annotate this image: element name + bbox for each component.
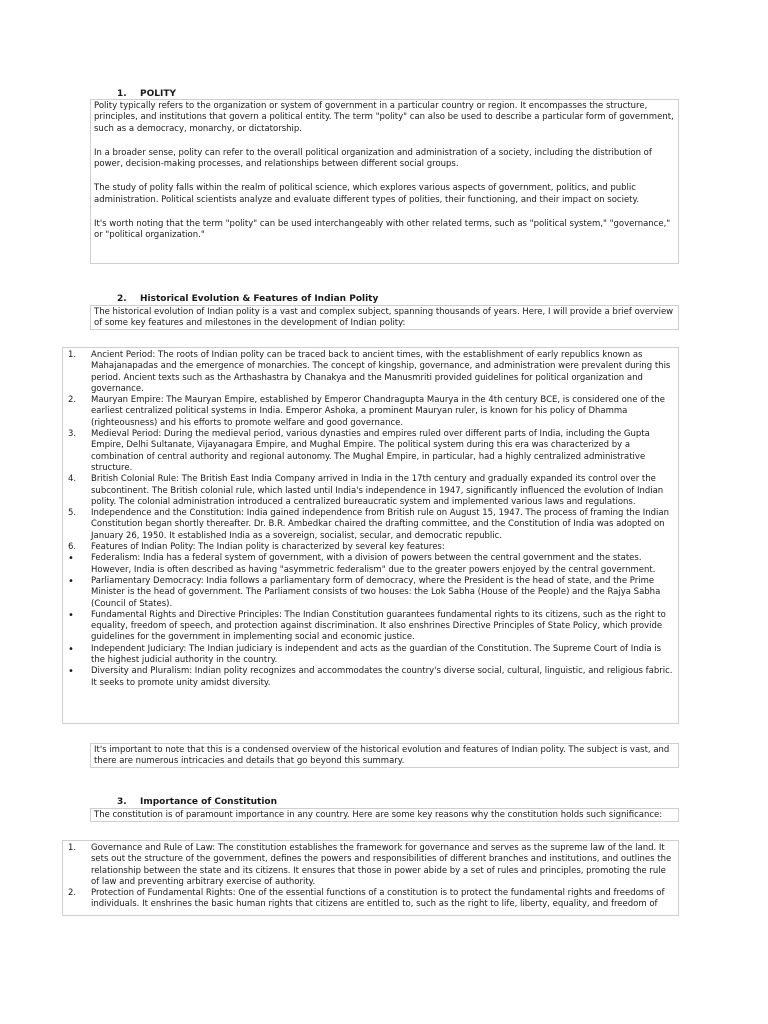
list-item-text: Mauryan Empire: The Mauryan Empire, established by Emperor Chandragupta Maurya in the 4th century BCE, is considered one of the earliest centralized political systems in India. Emperor Ashoka, a prominent Mauryan ruler, is known for his policy of Dhamma (righteousness) and his efforts to promote welfare and good governance. [91, 395, 665, 428]
list-marker: 6. [68, 542, 77, 553]
list-marker: 4. [68, 474, 77, 485]
section-3-list [62, 840, 679, 916]
list-item-text: Parliamentary Democracy: India follows a parliamentary form of democracy, where the President is the head of state, and the Prime Minister is the head of government. The Parliament consists of two houses: the Lok Sabha (House of the People) and the Rajya Sabha (Council of States). [91, 575, 661, 609]
list-item-text: Independent Judiciary: The Indian judiciary is independent and acts as the guardian of the Constitution. The Supreme Court of India is the highest judicial authority in the country. [91, 643, 662, 666]
section-title: Historical Evolution & Features of Indian Polity [140, 294, 379, 304]
section-2-list [62, 347, 679, 724]
list-item-text: Governance and Rule of Law: The constitution establishes the framework for governance and serves as the supreme law of the land. It sets out the structure of the government, defines the powers and responsibilities of different branches and institutions, and outlines the relationship between the state and its citizens. It ensures that those in power abide by a set of rules and principles, promoting the rule of law and preventing arbitrary exercise of authority. [91, 843, 672, 887]
section-number: 1. [117, 89, 127, 99]
bullet-marker: • [68, 666, 74, 678]
bullet-item [63, 644, 675, 667]
list-marker: 2. [68, 395, 77, 406]
list-item [63, 395, 675, 429]
list-marker: 2. [68, 888, 77, 899]
list-item-text: British Colonial Rule: The British East India Company arrived in India in the 17th century and gradually expanded its control over the subcontinent. The British colonial rule, which lasted until India's independence in 1947, significantly influenced the evolution of Indian polity. The colonial administration introduced a centralized bureaucratic system and implemented various laws and regulations. [91, 474, 664, 507]
paragraph: The constitution is of paramount importance in any country. Here are some key reasons why the constitution holds such significance: [94, 810, 663, 820]
bullet-marker: • [68, 575, 74, 587]
list-marker: 1. [68, 843, 77, 853]
list-marker: 5. [68, 508, 77, 519]
paragraph: The historical evolution of Indian polity is a vast and complex subject, spanning thousands of years. Here, I will provide a brief overview of some key features and milestones in the development of Indian polity: [94, 307, 674, 329]
bullet-item [63, 610, 675, 644]
section-3-intro [90, 808, 679, 822]
section-number: 2. [117, 294, 127, 304]
paragraph: In a broader sense, polity can refer to the overall political organization and administration of a society, including the distribution of power, decision-making processes, and relationships between different social groups. [94, 147, 652, 170]
section-1-body [90, 99, 679, 264]
bullet-marker: • [68, 643, 74, 655]
list-item-text: Features of Indian Polity: The Indian polity is characterized by several key features: [91, 542, 445, 553]
section-2-intro [90, 305, 679, 330]
paragraph: The study of polity falls within the realm of political science, which explores various aspects of government, politics, and public administration. Political scientists analyze and evaluate different types of polities, their functioning, and their impact on society. [94, 183, 640, 205]
list-item [63, 508, 675, 542]
list-item [63, 350, 675, 395]
list-item [63, 542, 675, 553]
section-title: Importance of Constitution [140, 797, 278, 807]
list-item-text: Independence and the Constitution: India gained independence from British rule on August 15, 1947. The process of framing the Indian Constitution began shortly thereafter. Dr. B.R. Ambedkar chaired the drafting committee, and the Constitution of India was adopted on January 26, 1950. It established India as a sovereign, socialist, secular, and democratic republic. [91, 508, 669, 541]
section-title: POLITY [140, 89, 176, 99]
list-item-text: Diversity and Pluralism: Indian polity recognizes and accommodates the country's diverse social, cultural, linguistic, and religious fabric. It seeks to promote unity amidst diversity. [91, 666, 673, 688]
bullet-marker: • [68, 609, 74, 621]
list-item [63, 888, 675, 911]
bullet-item [63, 666, 675, 689]
list-item-text: Ancient Period: The roots of Indian polity can be traced back to ancient times, with the establishment of early republics known as Mahajanapadas and the emergence of monarchies. The concept of kingship, governance, and administration were prevalent during this period. Ancient texts such as the Arthashastra by Chanakya and the Manusmriti provided guidelines for political organization and governance. [91, 350, 671, 394]
bullet-item [63, 553, 675, 576]
paragraph: It's worth noting that the term "polity" can be used interchangeably with other related terms, such as "political system," "governance," or "political organization." [94, 219, 671, 241]
bullet-item [63, 576, 675, 610]
bullet-marker: • [68, 553, 74, 565]
list-item [63, 474, 675, 508]
list-item-text: Federalism: India has a federal system of government, with a division of powers between the central government and the states. However, India is often described as having "asymmetric federalism" due to the greater powers enjoyed by the central government. [91, 553, 656, 575]
list-item-text: Protection of Fundamental Rights: One of the essential functions of a constitution is to protect the fundamental rights and freedoms of individuals. It enshrines the basic human rights that citizens are entitled to, such as the right to life, liberty, equality, and freedom of [91, 888, 665, 910]
section-2-heading [117, 294, 378, 305]
list-marker: 3. [68, 429, 77, 440]
list-item-text: Fundamental Rights and Directive Principles: The Indian Constitution guarantees fundamental rights to its citizens, such as the right to equality, freedom of speech, and protection against discrimination. It also enshrines Directive Principles of State Policy, which provide guidelines for the government in implementing social and economic justice. [91, 609, 666, 643]
list-item-text: Medieval Period: During the medieval period, various dynasties and empires ruled over different parts of India, including the Gupta Empire, Delhi Sultanate, Vijayanagara Empire, and Mughal Empire. The political system during this era was characterized by a combination of central authority and regional autonomy. The Mughal Empire, in particular, had a highly centralized administrative structure. [91, 429, 650, 473]
paragraph: It's important to note that this is a condensed overview of the historical evolution and features of Indian polity. The subject is vast, and there are numerous intricacies and details that go beyond this summary. [94, 745, 670, 767]
list-marker: 1. [68, 350, 77, 360]
section-3-heading [117, 797, 277, 808]
list-item [63, 843, 675, 888]
list-item [63, 429, 675, 474]
section-2-note [90, 743, 679, 768]
section-number: 3. [117, 797, 127, 807]
paragraph: Polity typically refers to the organization or system of government in a particular country or region. It encompasses the structure, principles, and institutions that govern a political entity. The term "polity" can also be used to describe a particular form of government, such as a democracy, monarchy, or dictatorship. [94, 101, 674, 134]
